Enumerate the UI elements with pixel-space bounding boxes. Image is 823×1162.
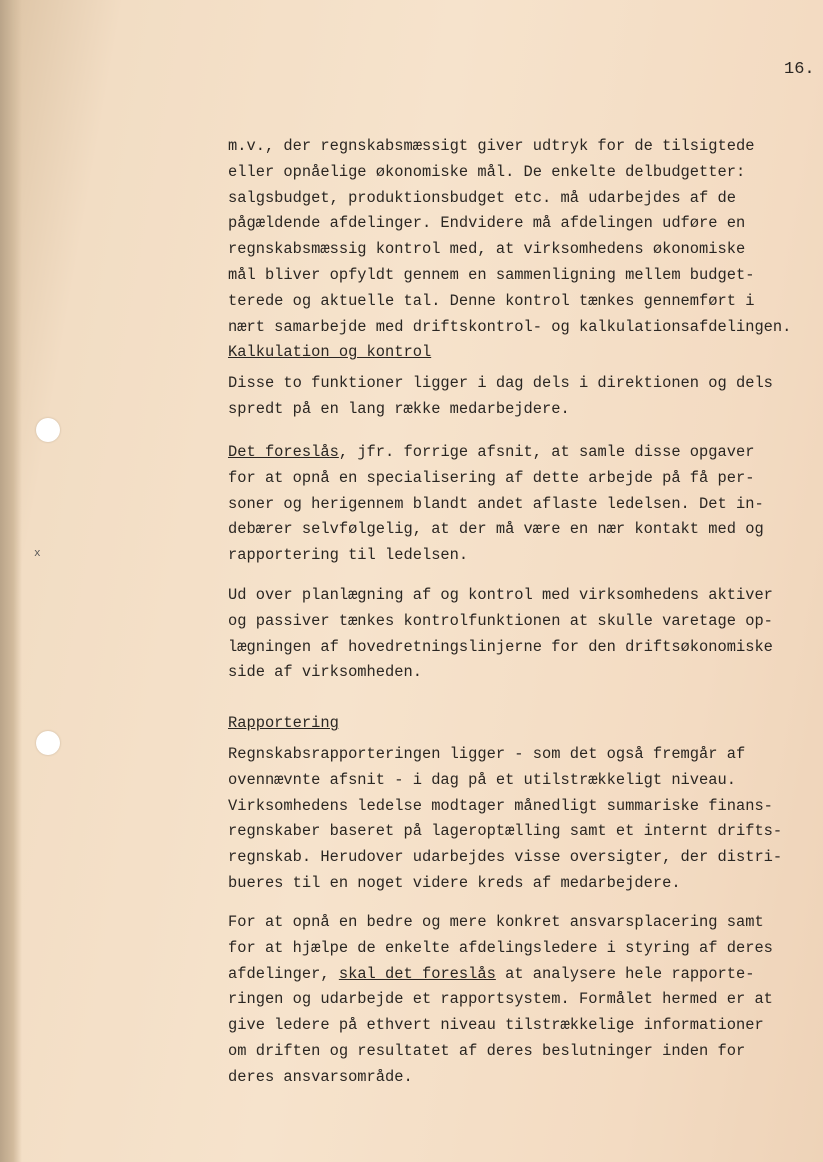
heading-kalkulation-text: Kalkulation og kontrol (228, 343, 432, 361)
paragraph-budget: m.v., der regnskabsmæssigt giver udtryk for de tilsigtede eller opnåelige økonomiske mål. De enkelte delbudgetter: salgsbudget, produktionsbudget etc. må udarbejdes af de pågældende afdelinger. Endvidere må afdelingen udføre en regnskabsmæssig kontrol med, at virksomhedens økonomiske mål bliver opfyldt gennem en sammenligning mellem budget- terede og aktuelle tal. Denne kontrol tænkes gennemført i nært samarbejde med driftskontrol- og kalkulationsafdelingen. (228, 137, 792, 336)
margin-mark: x (34, 548, 41, 560)
heading-rapportering (228, 711, 339, 737)
paragraph-planlaegning: Ud over planlægning af og kontrol med virksomhedens aktiver og passiver tænkes kontrolfunktionen at skulle varetage op- lægningen af hovedretningslinjerne for den driftsøkonomiske side af virksomheden. (228, 586, 773, 682)
paragraph-regnskabsrapportering: Regnskabsrapporteringen ligger - som det også fremgår af ovennævnte afsnit - i dag på et utilstrækkeligt niveau. Virksomhedens ledelse modtager månedligt summariske finans- regnskaber baseret på lageroptælling samt et internt drifts- regnskab. Herudover udarbejdes visse oversigter, der distri- bueres til en noget videre kreds af medarbejdere. (228, 745, 783, 892)
paragraph-ansvarsplacering-b: at analysere hele rapporte- ringen og udarbejde et rapportsystem. Formålet hermed er at give ledere på ethvert niveau tilstrækkelige informationer om driften og resultatet af deres beslutninger inden for deres ansvarsområde. (228, 964, 773, 1086)
heading-rapportering-text: Rapportering (228, 714, 339, 732)
underlined-skal-det-foreslaas: skal det foreslås (338, 964, 496, 983)
page-number: 16. (784, 60, 815, 79)
heading-kalkulation (228, 340, 431, 366)
paragraph-ansvarsplacering-a: For at opnå en bedre og mere konkret ansvarsplacering samt for at hjælpe de enkelte afdelingsledere i styring af deres afdelinger, (228, 913, 773, 983)
paragraph-ansvarsplacering (228, 910, 823, 1091)
punch-hole-bottom (36, 731, 60, 755)
underlined-det-foreslaas: Det foreslås (228, 443, 339, 461)
paragraph-foreslaas (228, 440, 823, 569)
punch-hole-top (36, 418, 60, 442)
paragraph-funktioner: Disse to funktioner ligger i dag dels i direktionen og dels spredt på en lang række medarbejdere. (228, 374, 773, 418)
paper-edge-shadow (0, 0, 22, 1162)
paragraph-foreslaas-rest: , jfr. forrige afsnit, at samle disse opgaver for at opnå en specialisering af dette arbejde på få per- soner og herigennem blandt andet aflaste ledelsen. Det in- debærer selvfølgelig, at der må være en nær kontakt med og rapportering til ledelsen. (228, 443, 764, 565)
